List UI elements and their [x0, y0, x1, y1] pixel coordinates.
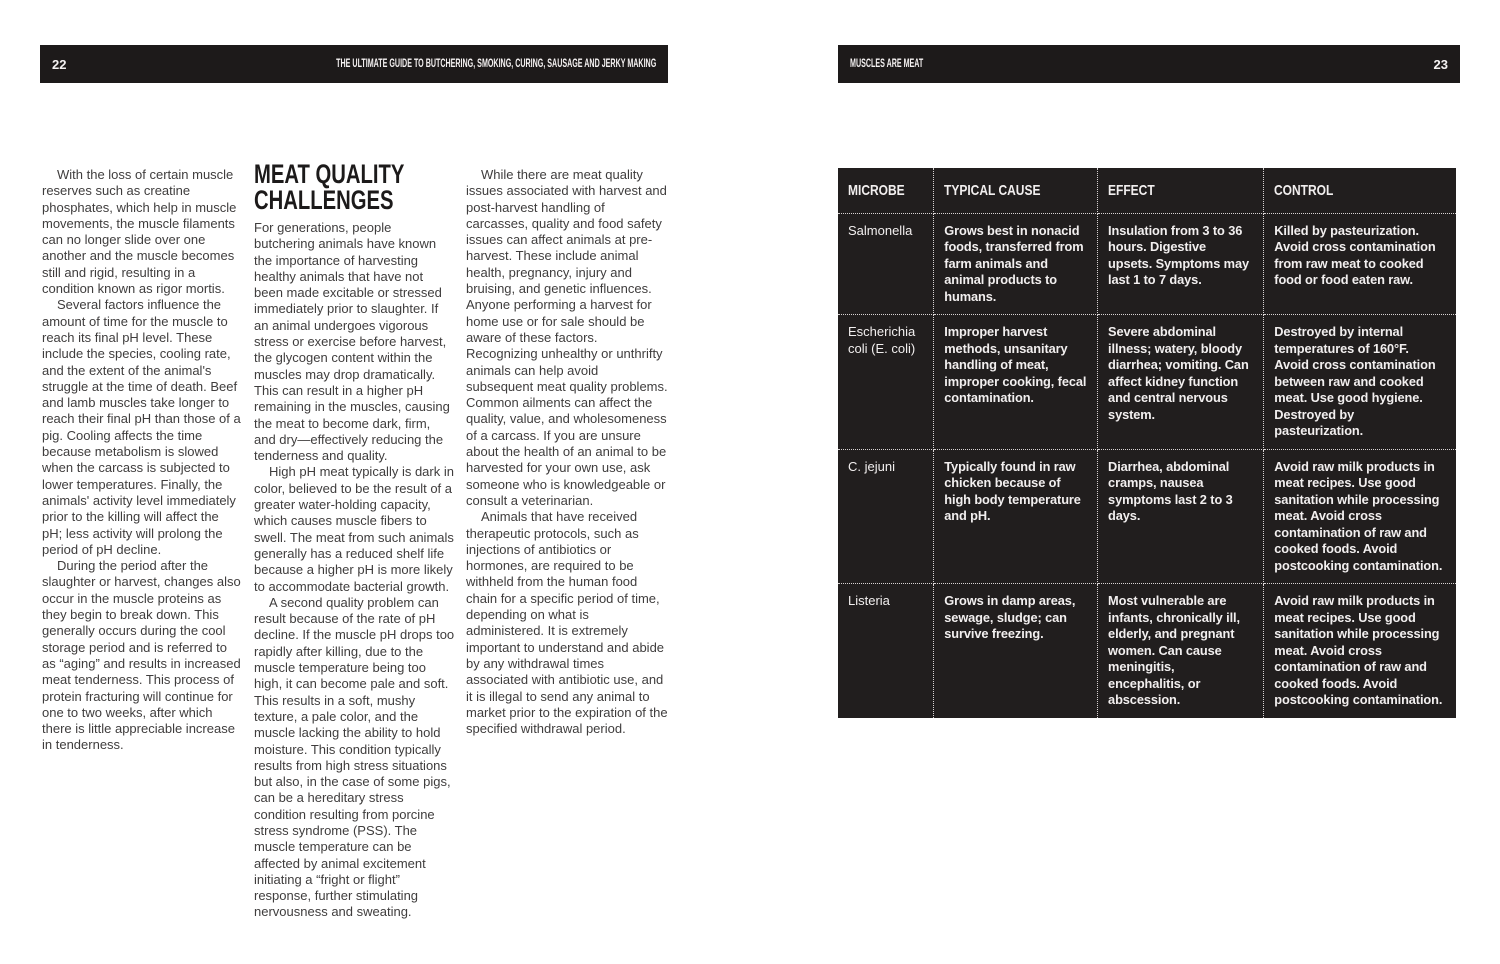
text-column-3 [466, 167, 668, 737]
paragraph: High pH meat typically is dark in color, believed to be the result of a greater water-holding capacity, which causes muscle fibers to swell. The meat from such animals generally has a reduced shelf life because a higher pH is more likely to accommodate bacterial growth. [254, 464, 454, 594]
cause-cell: Grows best in nonacid foods, transferred from farm animals and animal products to humans. [934, 213, 1098, 315]
column-header-control: CONTROL [1264, 168, 1456, 213]
column-header-microbe: MICROBE [838, 168, 934, 213]
table-row [838, 584, 1456, 718]
right-running-title: MUSCLES ARE MEAT [850, 58, 924, 70]
paragraph: During the period after the slaughter or harvest, changes also occur in the muscle proteins as they begin to break down. This generally occurs during the cool storage period and is referred to as “aging” and results in increased meat tenderness. This process of protein fracturing will continue for one to two weeks, after which there is little appreciable increase in tenderness. [42, 558, 241, 753]
microbe-name: Salmonella [838, 213, 934, 315]
right-page [838, 45, 1460, 945]
effect-cell: Diarrhea, abdominal cramps, nausea symptoms last 2 to 3 days. [1098, 449, 1264, 584]
column-header-typical-cause: TYPICAL CAUSE [934, 168, 1098, 213]
paragraph: Several factors influence the amount of time for the muscle to reach its final pH level. These include the species, cooling rate, and the extent of the animal's struggle at the time of death. Beef and lamb muscles take longer to reach their final pH than those of a pig. Cooling affects the time because metabolism is slowed when the carcass is subjected to lower temperatures. Finally, the animals' activity level immediately prior to the killing will affect the pH; less activity will prolong the period of pH decline. [42, 297, 241, 557]
cause-cell: Typically found in raw chicken because of high body temperature and pH. [934, 449, 1098, 584]
cause-cell: Grows in damp areas, sewage, sludge; can survive freezing. [934, 584, 1098, 718]
paragraph: Animals that have received therapeutic protocols, such as injections of antibiotics or hormones, are required to be withheld from the human food chain for a specific period of time, depending on what is administered. It is extremely important to understand and abide by any withdrawal times associated with antibiotic use, and it is illegal to send any animal to market prior to the expiration of the specified withdrawal period. [466, 509, 668, 737]
paragraph: With the loss of certain muscle reserves such as creatine phosphates, which help in muscle movements, the muscle filaments can no longer slide over one another and the muscle becomes still and rigid, resulting in a condition known as rigor mortis. [42, 167, 237, 297]
left-running-title: THE ULTIMATE GUIDE TO BUTCHERING, SMOKING, CURING, SAUSAGE AND JERKY MAKING [335, 58, 656, 70]
paragraph: A second quality problem can result because of the rate of pH decline. If the muscle pH drops too rapidly after killing, due to the muscle temperature being too high, it can become pale and soft. This results in a soft, mushy texture, a pale color, and the muscle lacking the ability to hold moisture. This condition typically results from high stress situations but also, in the case of some pigs, can be a hereditary stress condition resulting from porcine stress syndrome (PSS). The muscle temperature can be affected by animal excitement initiating a “fright or flight” response, further stimulating nervousness and sweating. [254, 594, 455, 920]
right-page-number: 23 [1433, 56, 1448, 72]
left-running-header-bar [40, 45, 668, 83]
microbe-name: C. jejuni [838, 449, 934, 584]
text-column-1 [42, 167, 242, 754]
cause-cell: Improper harvest methods, unsanitary handling of meat, improper cooking, fecal contamination. [934, 315, 1098, 450]
control-cell: Avoid raw milk products in meat recipes. Use good sanitation while processing meat. Avoid cross contamination of raw and cooked foods. Avoid postcooking contamination. [1264, 449, 1456, 584]
effect-cell: Insulation from 3 to 36 hours. Digestive upsets. Symptoms may last 1 to 7 days. [1098, 213, 1264, 315]
effect-cell: Most vulnerable are infants, chronically ill, elderly, and pregnant women. Can cause meningitis, encephalitis, or abscession. [1098, 584, 1264, 718]
table-header-row [838, 168, 1456, 213]
text-column-2 [254, 161, 455, 921]
left-page [40, 45, 668, 945]
control-cell: Avoid raw milk products in meat recipes. Use good sanitation while processing meat. Avoid cross contamination of raw and cooked foods. Avoid postcooking contamination. [1274, 593, 1443, 707]
control-cell: Destroyed by internal temperatures of 160°F. Avoid cross contamination between raw and cooked meat. Use good hygiene. Destroyed by pasteurization. [1264, 315, 1456, 450]
right-running-header-bar [838, 45, 1460, 83]
table-row [838, 449, 1456, 584]
paragraph: For generations, people butchering animals have known the importance of harvesting healthy animals that have not been made excitable or stressed immediately prior to slaughter. If an animal undergoes vigorous stress or exercise before harvest, the glycogen content within the muscles may drop dramatically. This can result in a higher pH remaining in the muscles, causing the meat to become dark, firm, and dry—effectively reducing the tenderness and quality. [254, 220, 450, 464]
microbe-table [838, 168, 1456, 718]
microbe-name: Listeria [838, 584, 934, 718]
left-page-number: 22 [52, 56, 67, 72]
table-row [838, 213, 1456, 315]
paragraph: While there are meat quality issues associated with harvest and post-harvest handling of carcasses, quality and food safety issues can affect animals at pre-harvest. These include animal health, pregnancy, injury and bruising, and genetic influences. Anyone performing a harvest for home use or for sale should be aware of these factors. Recognizing unhealthy or unthrifty animals can help avoid subsequent meat quality problems. Common ailments can affect the quality, value, and wholesomeness of a carcass. If you are unsure about the health of an animal to be harvested for your own use, ask someone who is knowledgeable or consult a veterinarian. [466, 167, 668, 508]
section-heading: MEAT QUALITY CHALLENGES [254, 159, 404, 215]
effect-cell: Severe abdominal illness; watery, bloody diarrhea; vomiting. Can affect kidney function and central nervous system. [1098, 315, 1264, 450]
control-cell: Killed by pasteurization. Avoid cross contamination from raw meat to cooked food or food eaten raw. [1264, 213, 1456, 315]
microbe-name: Escherichia coli (E. coli) [838, 315, 934, 450]
column-header-effect: EFFECT [1098, 168, 1264, 213]
table-row [838, 315, 1456, 450]
